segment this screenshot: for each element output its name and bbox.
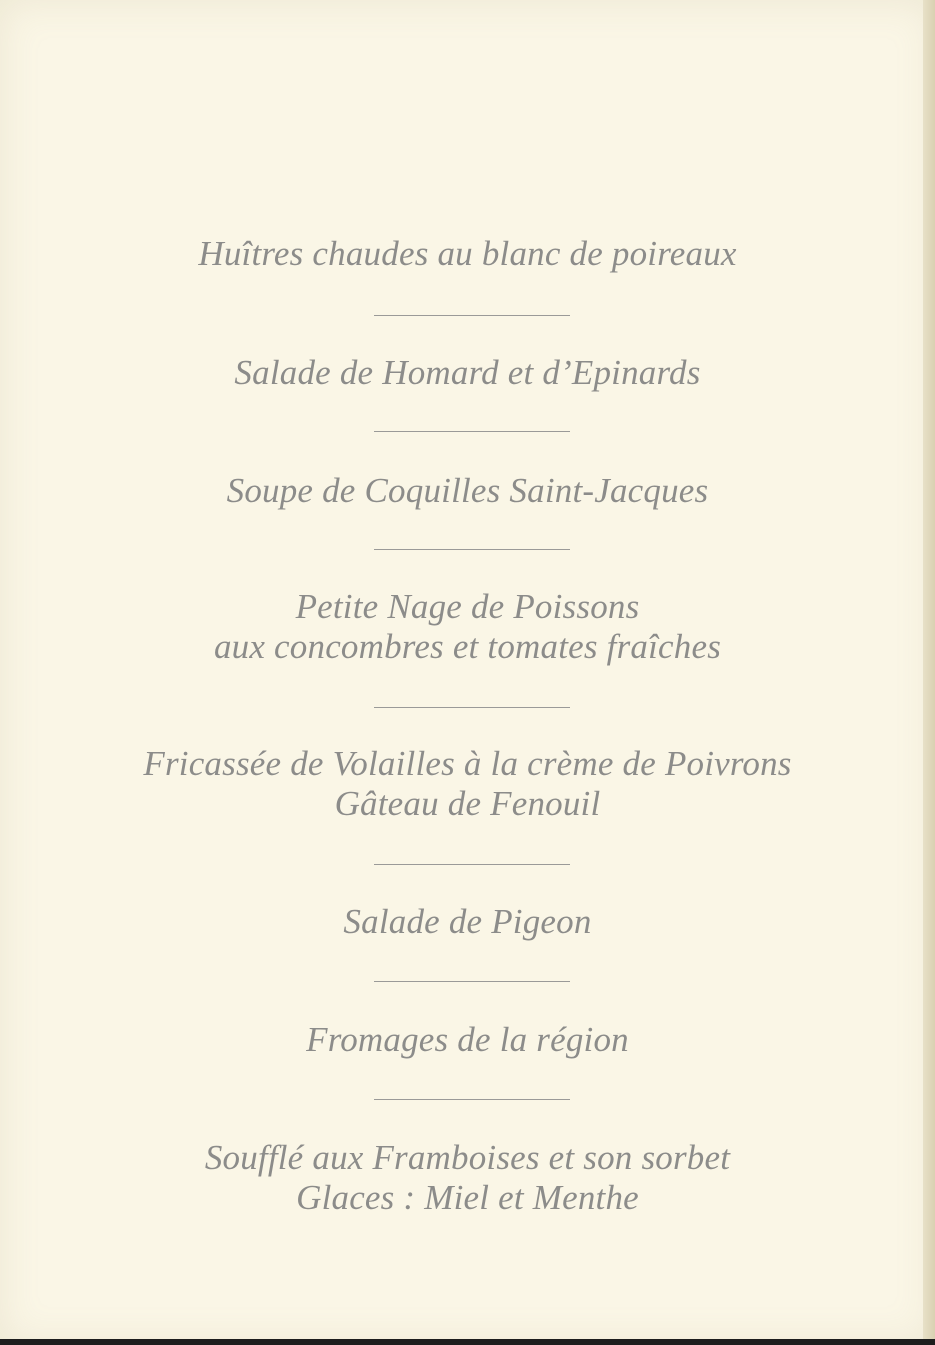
course-divider xyxy=(374,315,570,316)
course-divider xyxy=(374,1099,570,1100)
course-5-line-1: Fricassée de Volailles à la crème de Poivrons xyxy=(143,744,792,783)
course-divider xyxy=(374,864,570,865)
course-4-line-2: aux concombres et tomates fraîches xyxy=(213,627,722,666)
course-divider xyxy=(374,707,570,708)
course-divider xyxy=(374,981,570,982)
course-5-line-2: Gâteau de Fenouil xyxy=(334,784,601,823)
course-1-line-1: Huîtres chaudes au blanc de poireaux xyxy=(198,234,737,273)
course-8-line-1: Soufflé aux Framboises et son sorbet xyxy=(204,1138,731,1177)
course-6-line-1: Salade de Pigeon xyxy=(343,902,592,941)
course-3-line-1: Soupe de Coquilles Saint-Jacques xyxy=(226,471,709,510)
course-2-line-1: Salade de Homard et d’Epinards xyxy=(234,353,701,392)
course-7-line-1: Fromages de la région xyxy=(306,1020,629,1059)
course-8-line-2: Glaces : Miel et Menthe xyxy=(296,1178,639,1217)
course-4-line-1: Petite Nage de Poissons xyxy=(295,587,640,626)
course-divider xyxy=(374,549,570,550)
course-divider xyxy=(374,431,570,432)
